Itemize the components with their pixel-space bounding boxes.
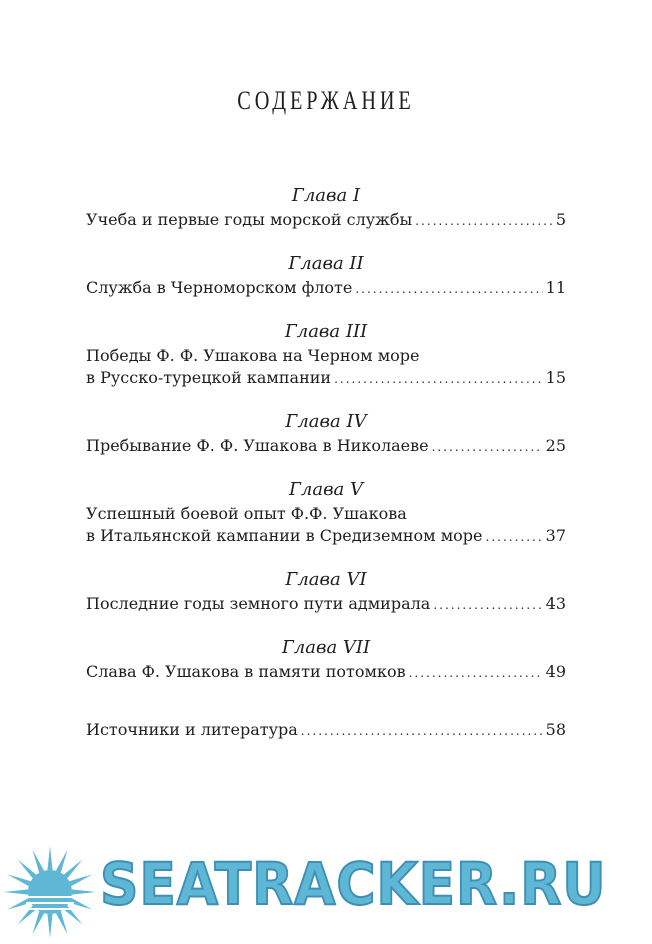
page-number: 5 (555, 210, 566, 229)
entry-title: Слава Ф. Ушакова в памяти потомков (86, 662, 406, 681)
sun-ray (69, 874, 92, 886)
chapter-label: Глава VII (281, 637, 371, 658)
toc-entry[interactable] (86, 435, 566, 457)
entry-title: Служба в Черноморском флоте (86, 278, 353, 297)
entry-title-line: Победы Ф. Ф. Ушакова на Черном море (86, 346, 420, 365)
table-of-contents (86, 183, 566, 741)
sun-ray (56, 911, 68, 934)
toc-entry[interactable] (86, 593, 566, 615)
sun-ray (64, 860, 83, 879)
sun-wave-line (26, 896, 74, 898)
page-number: 49 (545, 662, 566, 681)
dot-leader (433, 594, 542, 616)
sun-ray (4, 889, 28, 894)
chapter-label: Глава I (291, 185, 361, 206)
sun-disc (28, 870, 72, 914)
sun-ray (72, 889, 96, 894)
entry-title: Источники и литература (86, 720, 298, 739)
sun-ray (32, 911, 44, 934)
chapter-label: Глава III (284, 321, 368, 342)
toc-entry[interactable] (86, 209, 566, 231)
toc-entry-sources[interactable] (86, 719, 566, 741)
toc-entry[interactable] (86, 277, 566, 299)
chapter-label: Глава V (288, 479, 364, 500)
toc-entry[interactable] (86, 367, 566, 389)
dot-leader (355, 278, 542, 300)
dot-leader (486, 526, 543, 548)
dot-leader (415, 210, 553, 232)
entry-title: Пребывание Ф. Ф. Ушакова в Николаеве (86, 436, 429, 455)
dot-leader (432, 436, 543, 458)
sun-ray (32, 850, 44, 873)
toc-chapter-1 (86, 183, 566, 231)
chapter-label: Глава II (288, 253, 364, 274)
entry-title: в Русско-турецкой кампании (86, 368, 332, 387)
page-number: 25 (545, 436, 566, 455)
toc-chapter-5 (86, 477, 566, 547)
toc-chapter-2 (86, 251, 566, 299)
page-number: 11 (545, 278, 566, 297)
sun-wave-line (26, 902, 74, 904)
dot-leader (409, 662, 543, 684)
toc-chapter-3 (86, 319, 566, 389)
entry-title-line: Успешный боевой опыт Ф.Ф. Ушакова (86, 504, 407, 523)
sun-ray (47, 914, 52, 938)
watermark-text: SEATRACKER.RU (100, 850, 607, 918)
page-title: СОДЕРЖАНИЕ (237, 86, 415, 115)
page-number: 15 (545, 368, 566, 387)
chapter-label: Глава VI (285, 569, 367, 590)
toc-chapter-4 (86, 409, 566, 457)
sun-ray (18, 860, 37, 879)
sun-wave-line (26, 908, 74, 910)
entry-title: Последние годы земного пути адмирала (86, 594, 431, 613)
dot-leader (334, 368, 543, 390)
sun-ray (47, 846, 52, 870)
toc-chapter-7 (86, 635, 566, 683)
entry-title: в Итальянской кампании в Средиземном море (86, 526, 483, 545)
dot-leader (301, 720, 543, 742)
sun-ray (8, 874, 31, 886)
toc-entry[interactable] (86, 525, 566, 547)
entry-title: Учеба и первые годы морской службы (86, 210, 413, 229)
page-number: 58 (545, 720, 566, 739)
toc-entry[interactable] (86, 661, 566, 683)
chapter-label: Глава IV (285, 411, 367, 432)
toc-chapter-6 (86, 567, 566, 615)
sun-ray (56, 850, 68, 873)
page-number: 37 (545, 526, 566, 545)
page-number: 43 (545, 594, 566, 613)
